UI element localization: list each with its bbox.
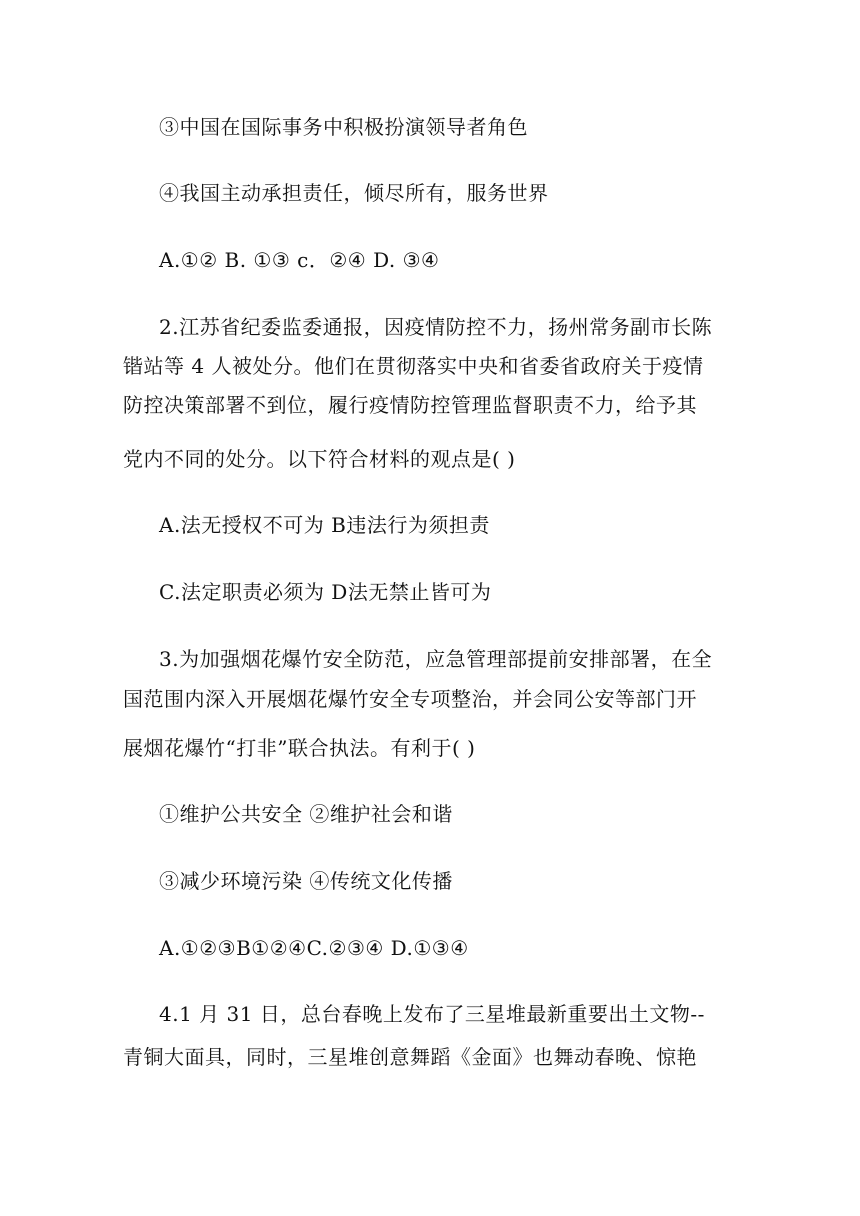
question-2-line-3: 防控决策部署不到位，履行疫情防控管理监督职责不力，给予其 (123, 393, 697, 417)
question-4-line-2: 青铜大面具，同时，三星堆创意舞蹈《金面》也舞动春晚、惊艳 (123, 1045, 697, 1069)
question-2-line-4: 党内不同的处分。以下符合材料的观点是( ) (123, 447, 516, 471)
option-line-4: ④我国主动承担责任，倾尽所有，服务世界 (159, 181, 549, 205)
answer-choices-q2-row-2: C.法定职责必须为 D法无禁止皆可为 (159, 580, 492, 604)
option-row-q3-2: ③减少环境污染 ④传统文化传播 (159, 869, 453, 893)
question-4-line-1: 4.1 月 31 日，总台春晚上发布了三星堆最新重要出土文物-- (159, 1002, 705, 1026)
answer-choices-q1: A.①② B. ①③ c．②④ D. ③④ (159, 248, 440, 272)
option-line-3: ③中国在国际事务中积极扮演领导者角色 (159, 115, 528, 139)
option-row-q3-1: ①维护公共安全 ②维护社会和谐 (159, 802, 453, 826)
question-3-line-3: 展烟花爆竹“打非”联合执法。有利于( ) (123, 736, 476, 760)
answer-choices-q2-row-1: A.法无授权不可为 B违法行为须担责 (159, 513, 490, 537)
question-3-line-2: 国范围内深入开展烟花爆竹安全专项整治，并会同公安等部门开 (123, 687, 697, 711)
question-2-line-2: 锴站等 4 人被处分。他们在贯彻落实中央和省委省政府关于疫情 (123, 354, 704, 378)
question-2-line-1: 2.江苏省纪委监委通报，因疫情防控不力，扬州常务副市长陈 (159, 315, 713, 339)
question-3-line-1: 3.为加强烟花爆竹安全防范，应急管理部提前安排部署，在全 (159, 647, 713, 671)
answer-choices-q3: A.①②③B①②④C.②③④ D.①③④ (159, 936, 469, 960)
